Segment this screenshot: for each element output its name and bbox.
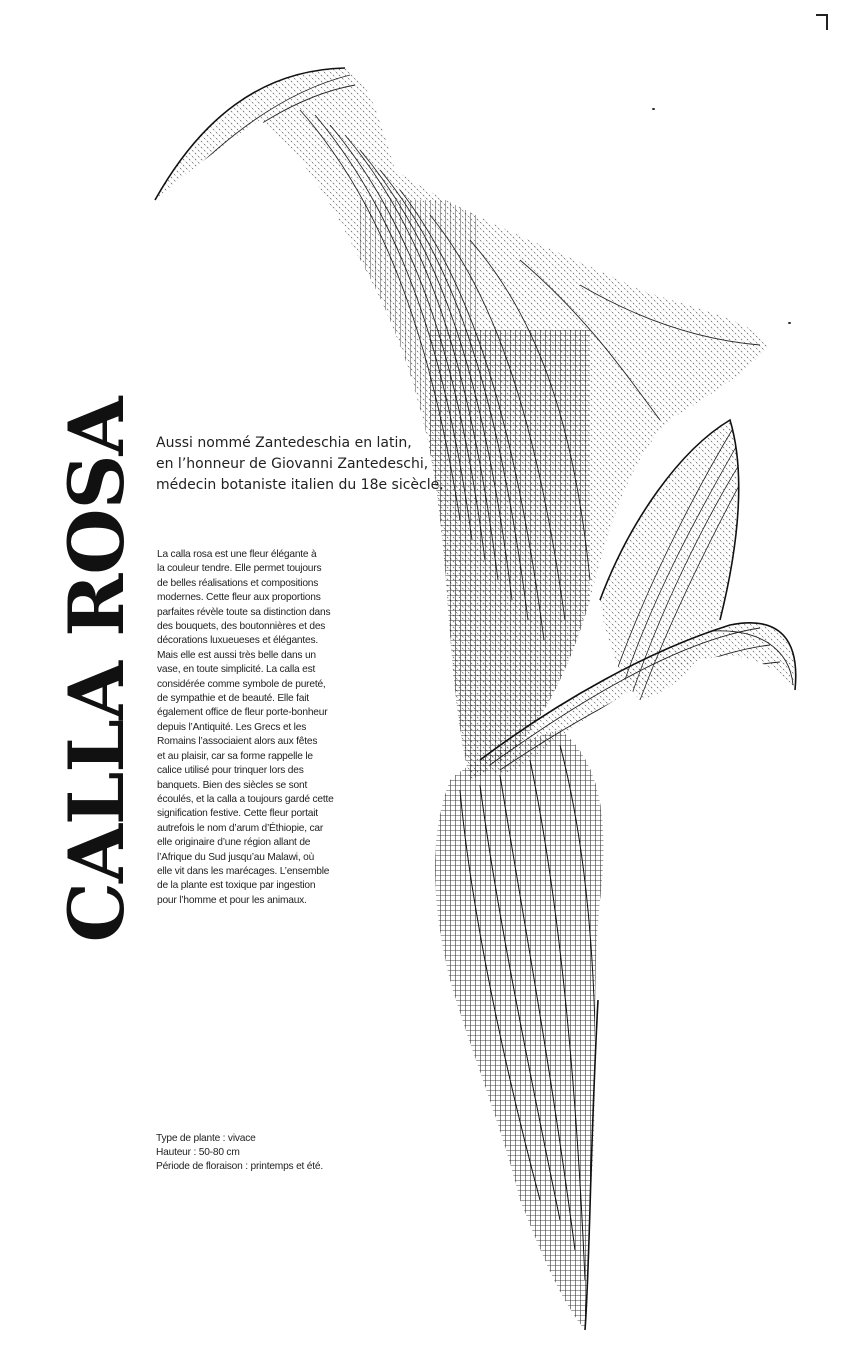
body-line: de sympathie et de beauté. Elle fait bbox=[157, 693, 309, 705]
body-line: banquets. Bien des siècles se sont bbox=[157, 779, 308, 791]
body-line: calice utilisé pour trinquer lors des bbox=[157, 765, 304, 777]
body-line: parfaites révèle toute sa distinction dans bbox=[157, 606, 331, 618]
subtitle-line: Aussi nommé Zantedeschia en latin, bbox=[156, 435, 412, 451]
body-line: écoulés, et la calla a toujours gardé cette bbox=[157, 793, 334, 805]
body-line: pour l’homme et pour les animaux. bbox=[157, 894, 307, 906]
body-paragraph bbox=[157, 548, 362, 908]
body-line: autrefois le nom d’arum d’Éthiopie, car bbox=[157, 822, 324, 834]
body-line: également office de fleur porte-bonheur bbox=[157, 707, 328, 719]
subtitle-line: médecin botaniste italien du 18e sicècle. bbox=[156, 477, 444, 493]
ink-speck-icon bbox=[652, 108, 655, 110]
body-line: elle vit dans les marécages. L’ensemble bbox=[157, 865, 330, 877]
body-line: elle originaire d’une région allant de bbox=[157, 837, 311, 849]
body-line: de belles réalisations et compositions bbox=[157, 577, 319, 589]
body-line: la couleur tendre. Elle permet toujours bbox=[157, 563, 322, 575]
body-line: considérée comme symbole de pureté, bbox=[157, 678, 326, 690]
fact-flowering-period: Période de floraison : printemps et été. bbox=[156, 1161, 323, 1173]
body-line: vase, en toute simplicité. La calla est bbox=[157, 664, 316, 676]
body-line: de la plante est toxique par ingestion bbox=[157, 880, 316, 892]
subtitle-line: en l’honneur de Giovanni Zantedeschi, bbox=[156, 456, 429, 472]
body-line: décorations luxueueses et élégantes. bbox=[157, 635, 319, 647]
fact-plant-type: Type de plante : vivace bbox=[156, 1133, 256, 1144]
page-title: CALLA ROSA bbox=[52, 397, 141, 943]
body-line: Mais elle est aussi très belle dans un bbox=[157, 649, 316, 661]
body-line: signification festive. Cette fleur portait bbox=[157, 808, 318, 820]
body-line: et au plaisir, car sa forme rappelle le bbox=[157, 750, 313, 762]
ink-speck-icon bbox=[788, 322, 791, 324]
body-line: depuis l’Antiquité. Les Grecs et les bbox=[157, 721, 307, 733]
body-line: des bouquets, des boutonnières et des bbox=[157, 621, 326, 633]
fact-height: Hauteur : 50-80 cm bbox=[156, 1147, 240, 1159]
body-line: Romains l’associaient alors aux fêtes bbox=[157, 736, 318, 748]
body-line: La calla rosa est une fleur élégante à bbox=[157, 549, 317, 560]
plant-facts bbox=[156, 1132, 376, 1175]
body-line: modernes. Cette fleur aux proportions bbox=[157, 592, 321, 604]
body-line: l’Afrique du Sud jusqu’au Malawi, où bbox=[157, 851, 315, 863]
subtitle bbox=[156, 433, 456, 496]
title-block bbox=[52, 397, 141, 943]
